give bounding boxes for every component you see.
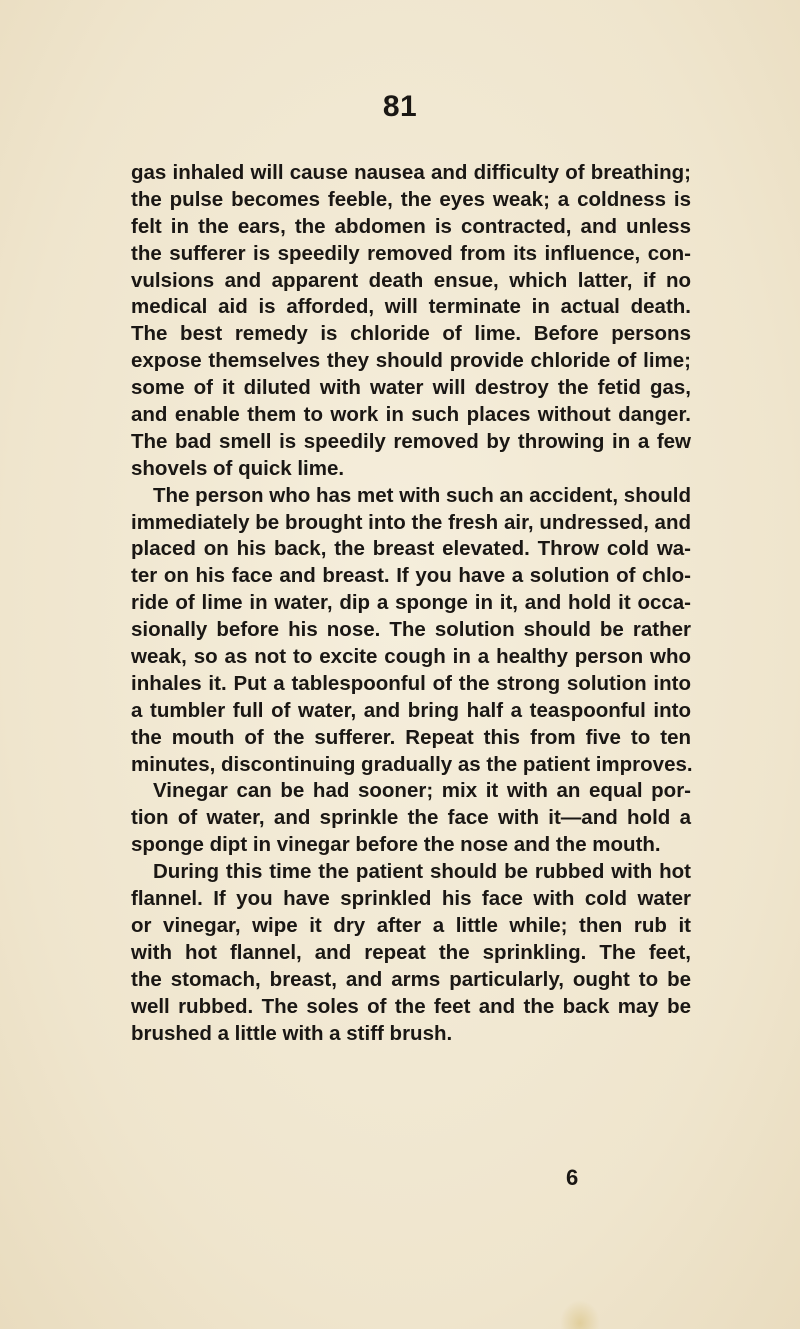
text-line: tion of water, and sprinkle the face with it—and hold a [131, 806, 691, 830]
text-line: weak, so as not to excite cough in a healthy person who [131, 645, 691, 669]
text-line: The person who has met with such an accident, should [153, 483, 691, 507]
text-line: well rubbed. The soles of the feet and the back may be [131, 994, 691, 1018]
text-line: The bad smell is speedily removed by throwing in a few [131, 429, 691, 453]
text-line: some of it diluted with water will destroy the fetid gas, [131, 376, 691, 400]
text-line: the sufferer is speedily removed from its influence, con- [131, 241, 691, 265]
text-line: placed on his back, the breast elevated. Throw cold wa- [131, 537, 691, 561]
text-line: sionally before his nose. The solution should be rather [131, 618, 691, 642]
body-text [131, 160, 691, 1047]
text-line: vulsions and apparent death ensue, which latter, if no [131, 268, 691, 292]
text-line: inhales it. Put a tablespoonful of the strong solution into [131, 671, 691, 695]
text-line: brushed a little with a stiff brush. [131, 1021, 453, 1045]
text-line: ter on his face and breast. If you have a solution of chlo- [131, 564, 691, 588]
text-line: or vinegar, wipe it dry after a little while; then rub it [131, 913, 691, 937]
text-line: felt in the ears, the abdomen is contracted, and unless [131, 214, 691, 238]
paper-stain [560, 1300, 600, 1329]
text-line: immediately be brought into the fresh air, undressed, and [131, 510, 691, 534]
text-line: shovels of quick lime. [131, 456, 345, 480]
text-line: gas inhaled will cause nausea and difficulty of breathing; [131, 161, 691, 184]
text-line: flannel. If you have sprinkled his face with cold water [131, 887, 691, 911]
text-line: During this time the patient should be rubbed with hot [153, 860, 691, 884]
text-line: expose themselves they should provide chloride of lime; [131, 349, 691, 373]
text-line: with hot flannel, and repeat the sprinkling. The feet, [131, 940, 691, 964]
text-line: the pulse becomes feeble, the eyes weak; a coldness is [131, 187, 691, 211]
text-line: the stomach, breast, and arms particularly, ought to be [131, 967, 691, 991]
text-line: medical aid is afforded, will terminate in actual death. [131, 295, 691, 319]
text-line: minutes, discontinuing gradually as the patient improves. [131, 752, 693, 776]
text-line: the mouth of the sufferer. Repeat this from five to ten [131, 725, 691, 749]
text-line: sponge dipt in vinegar before the nose and the mouth. [131, 833, 661, 857]
text-line: and enable them to work in such places without danger. [131, 403, 691, 427]
text-line: The best remedy is chloride of lime. Before persons [131, 322, 691, 346]
text-line: ride of lime in water, dip a sponge in it, and hold it occa- [131, 591, 691, 615]
page-number: 81 [382, 90, 418, 123]
text-line: Vinegar can be had sooner; mix it with an equal por- [153, 779, 691, 803]
signature-mark: 6 [566, 1165, 579, 1190]
text-line: a tumbler full of water, and bring half a teaspoonful into [131, 698, 691, 722]
